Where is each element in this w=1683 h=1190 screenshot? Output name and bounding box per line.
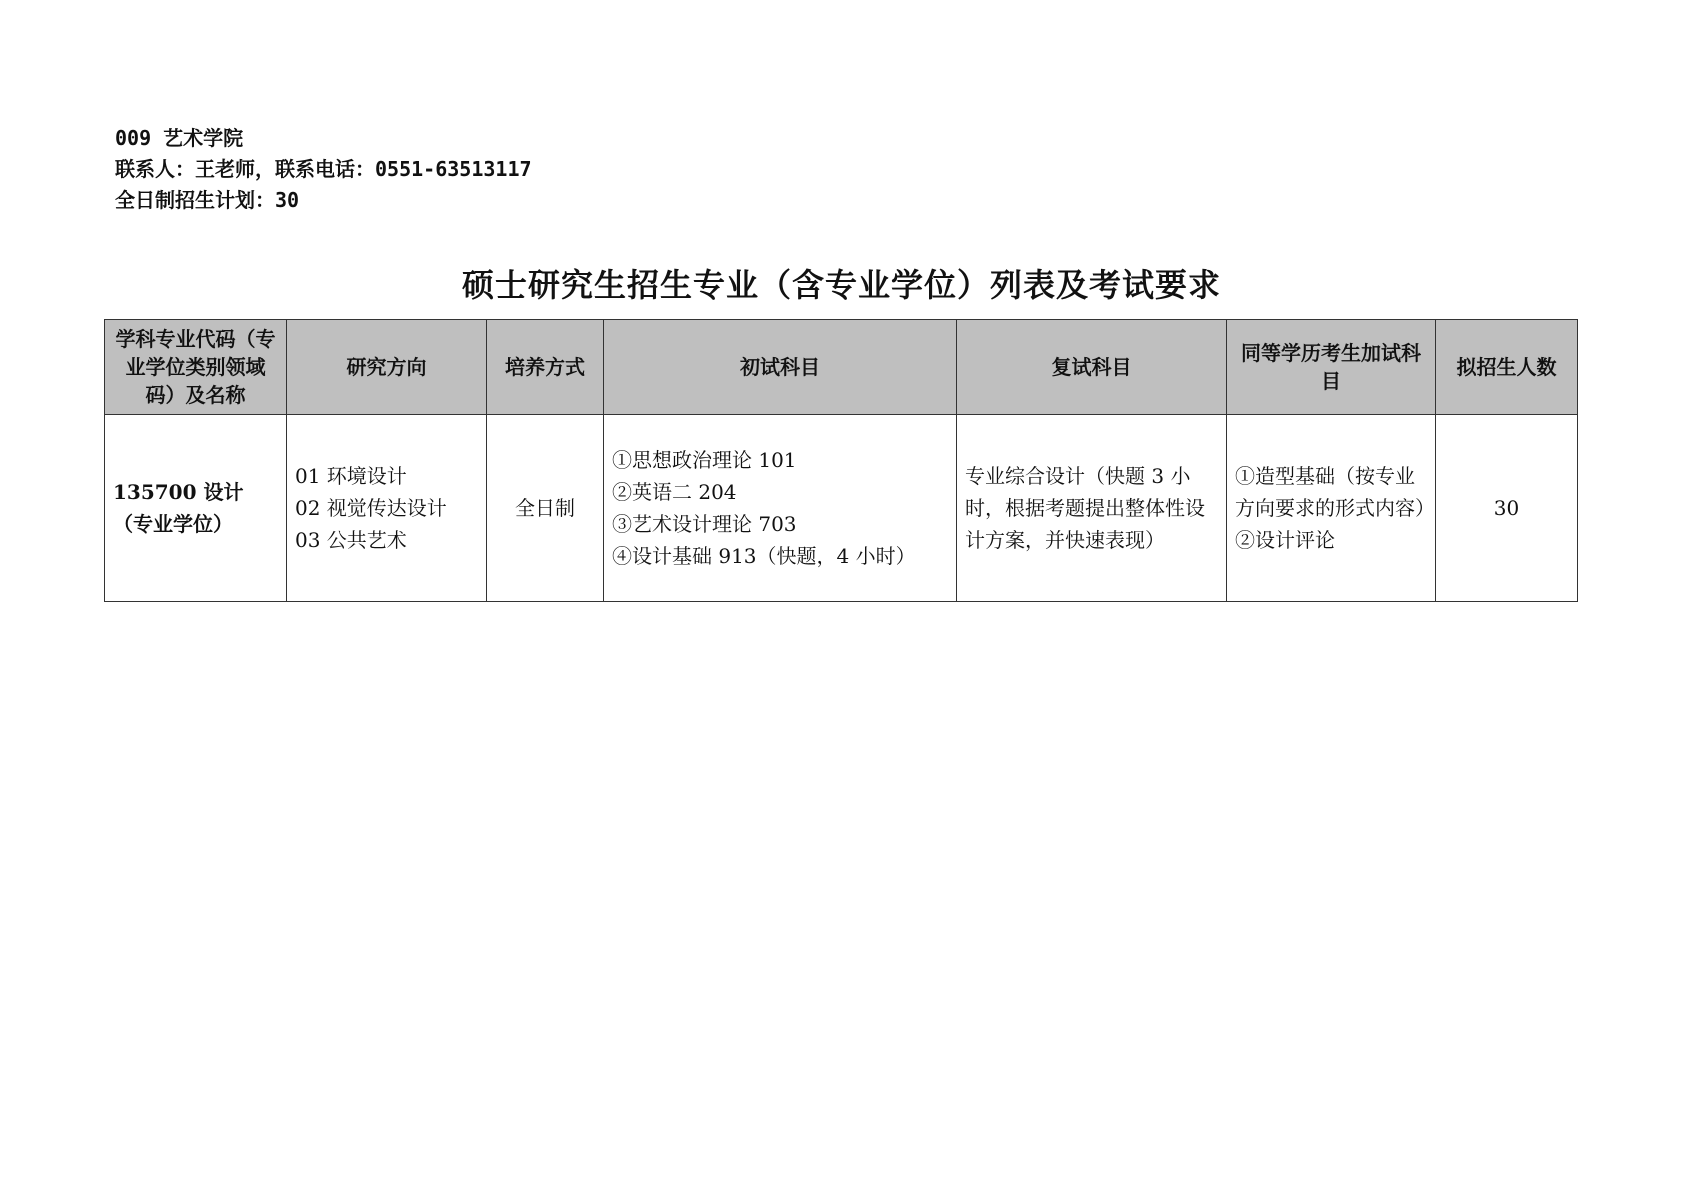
header-info xyxy=(115,123,532,216)
header-major: 学科专业代码（专业学位类别领域码）及名称 xyxy=(105,320,287,415)
header-direction: 研究方向 xyxy=(287,320,487,415)
direction-item: 02 视觉传达设计 xyxy=(295,496,447,520)
header-mode: 培养方式 xyxy=(487,320,604,415)
cell-extra-subjects xyxy=(1227,415,1436,602)
initial-subject-item: ③艺术设计理论 703 xyxy=(612,512,797,536)
cell-major: 135700 设计（专业学位） xyxy=(105,415,287,602)
contact-line: 联系人：王老师，联系电话：0551-63513117 xyxy=(115,157,532,181)
page-title: 硕士研究生招生专业（含专业学位）列表及考试要求 xyxy=(461,266,1221,304)
direction-item: 01 环境设计 xyxy=(295,464,407,488)
table-row xyxy=(105,415,1578,602)
cell-initial-subjects xyxy=(604,415,957,602)
cell-mode: 全日制 xyxy=(487,415,604,602)
extra-subject-item: ②设计评论 xyxy=(1235,528,1335,552)
cell-directions xyxy=(287,415,487,602)
exam-requirements-table xyxy=(104,319,1578,602)
initial-subject-item: ②英语二 204 xyxy=(612,480,737,504)
cell-retest-subjects: 专业综合设计（快题 3 小时，根据考题提出整体性设计方案，并快速表现） xyxy=(957,415,1227,602)
direction-item: 03 公共艺术 xyxy=(295,528,407,552)
initial-subject-item: ①思想政治理论 101 xyxy=(612,448,797,472)
header-initial-subjects: 初试科目 xyxy=(604,320,957,415)
header-enrollment-count: 拟招生人数 xyxy=(1436,320,1578,415)
table-header-row xyxy=(105,320,1578,415)
initial-subject-item: ④设计基础 913（快题，4 小时） xyxy=(612,544,916,568)
extra-subject-item: ①造型基础（按专业方向要求的形式内容） xyxy=(1235,464,1435,520)
header-extra-subjects: 同等学历考生加试科目 xyxy=(1227,320,1436,415)
enrollment-plan: 全日制招生计划：30 xyxy=(115,188,300,212)
college-name: 009 艺术学院 xyxy=(115,126,244,150)
cell-enrollment-count: 30 xyxy=(1436,415,1578,602)
header-retest-subjects: 复试科目 xyxy=(957,320,1227,415)
